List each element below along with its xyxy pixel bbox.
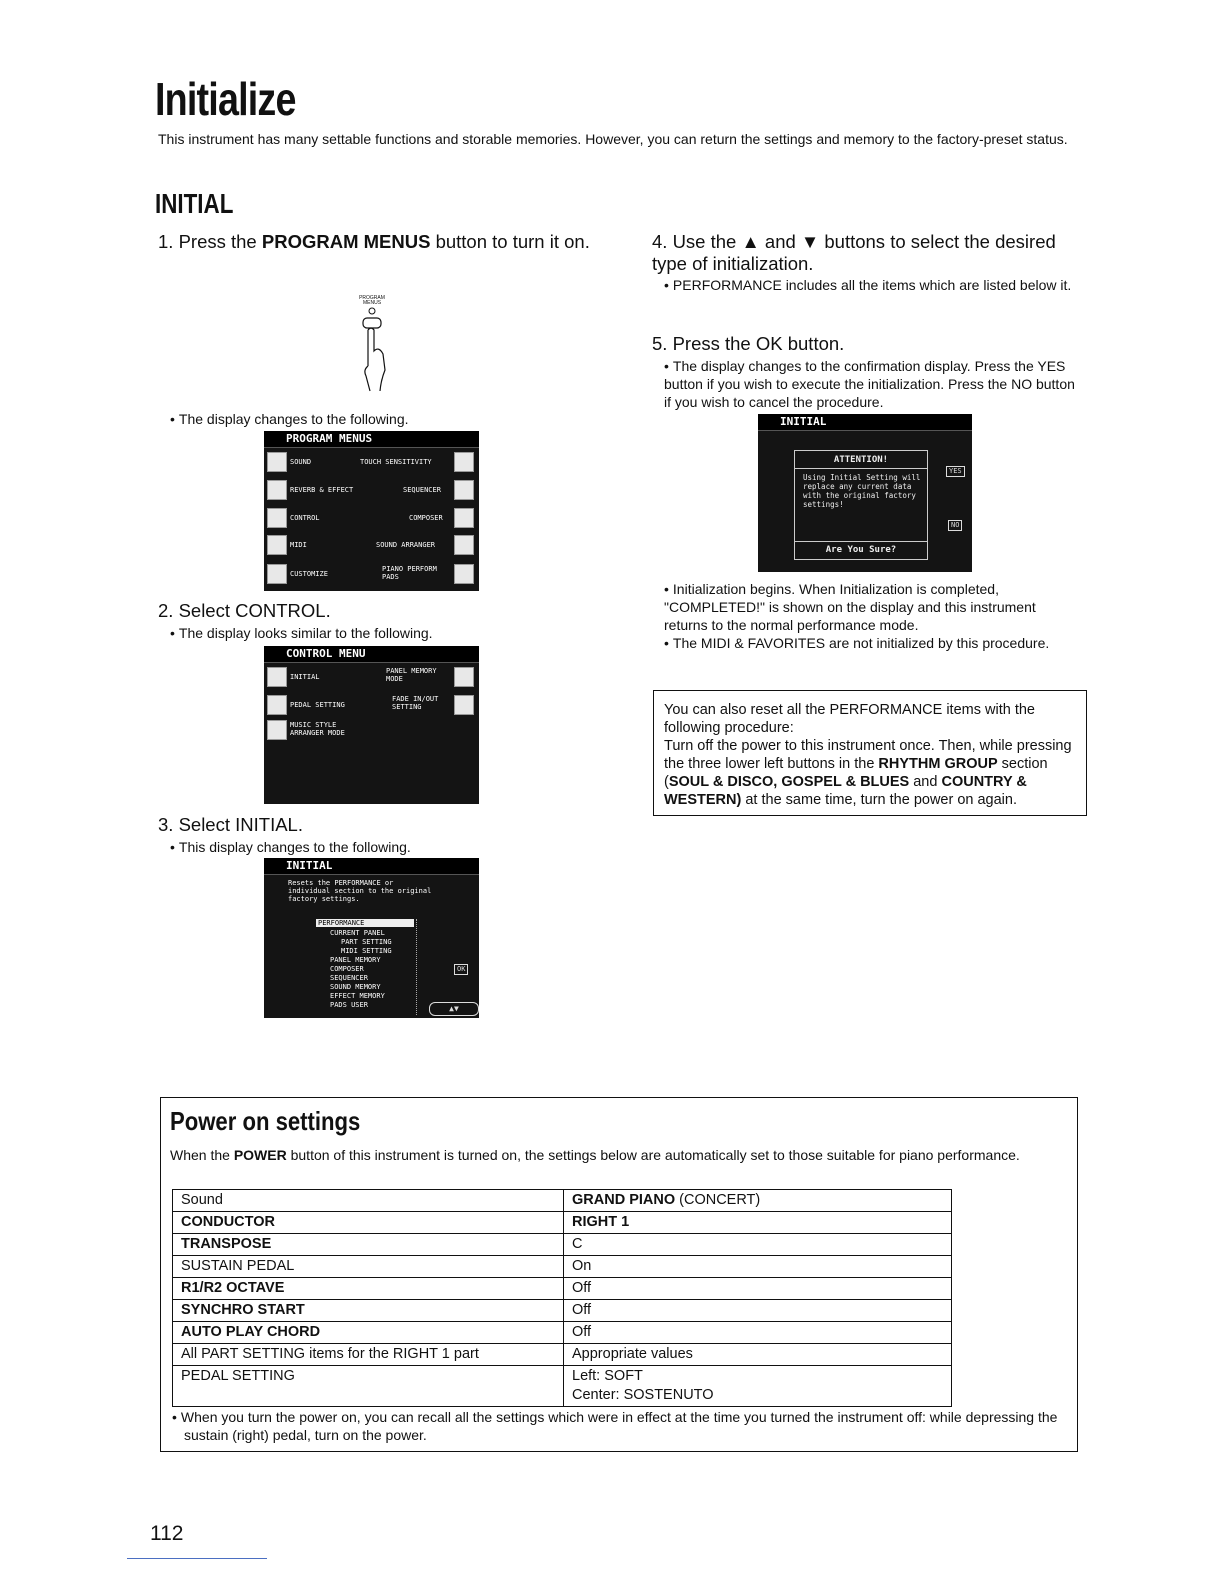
step-2-note: • The display looks similar to the following. bbox=[170, 624, 433, 642]
note-box: You can also reset all the PERFORMANCE items with the following procedure: Turn off the power to this instrument once. Then, while pressing the three lower left buttons in the RHYTHM GROUP section (SOUL & DISCO, GOSPEL & BLUES and COUNTRY & WESTERN) at the same time, turn the power on again. bbox=[653, 690, 1087, 816]
screen-title: INITIAL bbox=[264, 858, 479, 875]
menu-item-fade-in-out[interactable]: FADE IN/OUT SETTING bbox=[392, 695, 439, 711]
menu-item-piano-perform-pads[interactable]: PIANO PERFORM PADS bbox=[382, 565, 437, 581]
list-item[interactable]: PADS USER bbox=[330, 1001, 368, 1009]
music-style-icon[interactable] bbox=[267, 720, 287, 740]
list-item[interactable]: PART SETTING bbox=[341, 938, 392, 946]
screen-title: INITIAL bbox=[758, 414, 972, 431]
sound-arranger-icon[interactable] bbox=[454, 535, 474, 555]
menu-item-initial[interactable]: INITIAL bbox=[290, 673, 320, 681]
customize-icon[interactable] bbox=[267, 564, 287, 584]
footer-rule bbox=[127, 1558, 267, 1559]
ok-button[interactable]: OK bbox=[454, 964, 468, 975]
step-4: 4. Use the ▲ and ▼ buttons to select the desired type of initialization. bbox=[652, 231, 1056, 274]
menu-item-panel-memory-mode[interactable]: PANEL MEMORY MODE bbox=[386, 667, 437, 683]
menu-item-customize[interactable]: CUSTOMIZE bbox=[290, 570, 328, 578]
screen-title: PROGRAM MENUS bbox=[264, 431, 479, 448]
reverb-effect-icon[interactable] bbox=[267, 480, 287, 500]
attention-heading: ATTENTION! bbox=[795, 455, 927, 469]
midi-icon[interactable] bbox=[267, 535, 287, 555]
section-heading: INITIAL bbox=[155, 188, 234, 219]
table-row: R1/R2 OCTAVE Off bbox=[173, 1278, 952, 1300]
up-down-arrows-icon[interactable]: ▲▼ bbox=[429, 1002, 479, 1016]
screen-program-menus bbox=[264, 431, 479, 591]
power-on-footnote: • When you turn the power on, you can recall all the settings which were in effect at the time you turned the instrument off: while depressing the sustain (right) pedal, turn on the power. bbox=[172, 1408, 1084, 1444]
sound-icon[interactable] bbox=[267, 452, 287, 472]
step-1-note: • The display changes to the following. bbox=[170, 410, 409, 428]
menu-item-sound[interactable]: SOUND bbox=[290, 458, 312, 466]
step-5-note-2: • Initialization begins. When Initialization is completed, "COMPLETED!" is shown on the display and this instrument returns to the normal performance mode. bbox=[664, 580, 1080, 634]
step-5-note: • The display changes to the confirmation display. Press the YES button if you wish to execute the initialization. Press the NO button if you wish to cancel the procedure. bbox=[664, 357, 1080, 411]
initial-icon[interactable] bbox=[267, 667, 287, 687]
button-label: PROGRAM MENUS bbox=[359, 295, 385, 306]
intro-text: This instrument has many settable functions and storable memories. However, you can return the settings and memory to the factory-preset status. bbox=[158, 131, 1068, 147]
screen-initial bbox=[264, 858, 479, 1018]
table-row: PEDAL SETTING Left: SOFT Center: SOSTENUTO bbox=[173, 1366, 952, 1407]
list-item-performance[interactable]: PERFORMANCE bbox=[316, 919, 414, 927]
table-row: CONDUCTOR RIGHT 1 bbox=[173, 1212, 952, 1234]
table-row: All PART SETTING items for the RIGHT 1 part Appropriate values bbox=[173, 1344, 952, 1366]
menu-item-composer[interactable]: COMPOSER bbox=[409, 514, 443, 522]
list-item[interactable]: PANEL MEMORY bbox=[330, 956, 381, 964]
menu-item-sound-arranger[interactable]: SOUND ARRANGER bbox=[376, 541, 436, 549]
menu-item-control[interactable]: CONTROL bbox=[290, 514, 320, 522]
menu-item-sequencer[interactable]: SEQUENCER bbox=[403, 486, 441, 494]
panel-memory-icon[interactable] bbox=[454, 667, 474, 687]
page-number: 112 bbox=[150, 1522, 184, 1545]
no-button[interactable]: NO bbox=[948, 520, 962, 531]
power-on-settings-table bbox=[172, 1189, 952, 1407]
table-row: AUTO PLAY CHORD Off bbox=[173, 1322, 952, 1344]
piano-perform-pads-icon[interactable] bbox=[454, 564, 474, 584]
list-item[interactable]: CURRENT PANEL bbox=[330, 929, 385, 937]
step-4-note: • PERFORMANCE includes all the items which are listed below it. bbox=[664, 276, 1080, 294]
menu-item-pedal-setting[interactable]: PEDAL SETTING bbox=[290, 701, 345, 709]
step-2: 2. Select CONTROL. bbox=[158, 600, 331, 621]
fade-icon[interactable] bbox=[454, 695, 474, 715]
power-on-intro: When the POWER button of this instrument is turned on, the settings below are automatically set to those suitable for piano performance. bbox=[170, 1147, 1020, 1163]
attention-message: Using Initial Setting will replace any current data with the original factory settings! bbox=[803, 473, 921, 509]
list-item[interactable]: SOUND MEMORY bbox=[330, 983, 381, 991]
list-item[interactable]: COMPOSER bbox=[330, 965, 364, 973]
step-3: 3. Select INITIAL. bbox=[158, 814, 303, 835]
table-row: TRANSPOSE C bbox=[173, 1234, 952, 1256]
list-item[interactable]: MIDI SETTING bbox=[341, 947, 392, 955]
table-row: Sound GRAND PIANO (CONCERT) bbox=[173, 1190, 952, 1212]
program-menus-button-illustration bbox=[335, 296, 395, 396]
composer-icon[interactable] bbox=[454, 508, 474, 528]
step-3-note: • This display changes to the following. bbox=[170, 838, 411, 856]
menu-item-music-style-arranger[interactable]: MUSIC STYLE ARRANGER MODE bbox=[290, 721, 345, 737]
screen-control-menu bbox=[264, 646, 479, 804]
step-1: 1. Press the PROGRAM MENUS button to turn it on. bbox=[158, 231, 590, 252]
page-title: Initialize bbox=[155, 73, 296, 125]
step-5: 5. Press the OK button. bbox=[652, 333, 845, 354]
touch-sensitivity-icon[interactable] bbox=[454, 452, 474, 472]
menu-item-midi[interactable]: MIDI bbox=[290, 541, 307, 549]
menu-item-reverb-effect[interactable]: REVERB & EFFECT bbox=[290, 486, 354, 494]
list-item[interactable]: EFFECT MEMORY bbox=[330, 992, 385, 1000]
screen-description: Resets the PERFORMANCE or individual section to the original factory settings. bbox=[288, 879, 432, 903]
screen-title: CONTROL MENU bbox=[264, 646, 479, 663]
step-5-note-3: • The MIDI & FAVORITES are not initialized by this procedure. bbox=[664, 634, 1080, 652]
table-row: SUSTAIN PEDAL On bbox=[173, 1256, 952, 1278]
screen-confirmation bbox=[758, 414, 972, 572]
menu-item-touch-sensitivity[interactable]: TOUCH SENSITIVITY bbox=[360, 458, 432, 466]
pedal-setting-icon[interactable] bbox=[267, 695, 287, 715]
confirm-question: Are You Sure? bbox=[795, 541, 927, 555]
table-row: SYNCHRO START Off bbox=[173, 1300, 952, 1322]
power-on-title: Power on settings bbox=[170, 1106, 361, 1136]
initialize-list[interactable] bbox=[316, 919, 417, 1015]
yes-button[interactable]: YES bbox=[946, 466, 965, 477]
control-icon[interactable] bbox=[267, 508, 287, 528]
sequencer-icon[interactable] bbox=[454, 480, 474, 500]
attention-dialog bbox=[794, 450, 928, 560]
list-item[interactable]: SEQUENCER bbox=[330, 974, 368, 982]
pointing-hand-icon bbox=[335, 296, 395, 396]
